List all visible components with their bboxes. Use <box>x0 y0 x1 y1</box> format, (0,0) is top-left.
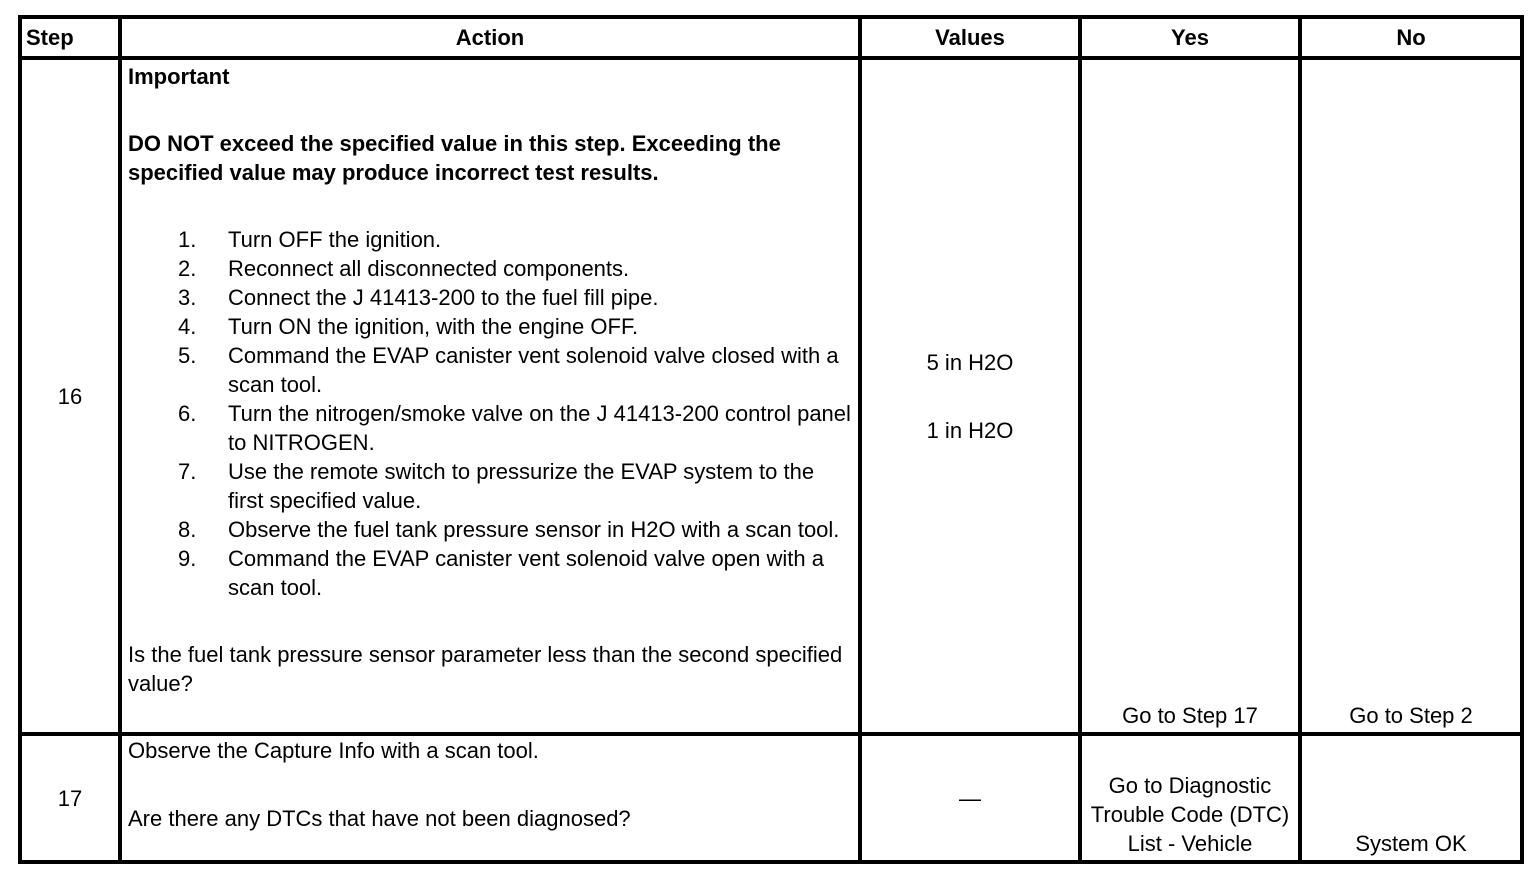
list-item-text: Connect the J 41413-200 to the fuel fill pipe. <box>228 285 659 310</box>
list-item-number: 9. <box>178 546 197 571</box>
list-item-number: 3. <box>178 285 197 310</box>
list-item <box>128 225 852 254</box>
yes-cell: Go to Step 17 <box>1080 58 1300 734</box>
no-cell: Go to Step 2 <box>1300 58 1522 734</box>
yes-cell: Go to Diagnostic Trouble Code (DTC) List - Vehicle <box>1080 734 1300 862</box>
header-row <box>20 17 1522 58</box>
step-question: Are there any DTCs that have not been diagnosed? <box>128 806 631 831</box>
header-step: Step <box>20 17 120 58</box>
list-item-text: Observe the fuel tank pressure sensor in H2O with a scan tool. <box>228 517 840 542</box>
procedure-list <box>128 225 852 602</box>
header-yes: Yes <box>1080 17 1300 58</box>
step-question: Is the fuel tank pressure sensor parameter less than the second specified value? <box>128 642 843 696</box>
value-first: 5 in H2O <box>926 349 1014 375</box>
list-item <box>128 515 852 544</box>
action-cell <box>120 58 860 734</box>
list-item-number: 6. <box>178 401 197 426</box>
action-instruction: Observe the Capture Info with a scan tool. <box>128 738 539 763</box>
list-item-number: 4. <box>178 314 197 339</box>
list-item-number: 1. <box>178 227 197 252</box>
step-number: 16 <box>20 58 120 734</box>
step-number: 17 <box>20 734 120 862</box>
important-note: DO NOT exceed the specified value in this step. Exceeding the specified value may produce incorrect test results. <box>128 131 781 185</box>
list-item-number: 8. <box>178 517 197 542</box>
list-item-text: Command the EVAP canister vent solenoid valve open with a scan tool. <box>228 546 824 600</box>
values-cell: — <box>860 734 1080 862</box>
list-item <box>128 283 852 312</box>
header-action: Action <box>120 17 860 58</box>
value-second: 1 in H2O <box>926 417 1014 443</box>
list-item-text: Use the remote switch to pressurize the EVAP system to the first specified value. <box>228 459 815 513</box>
list-item-number: 7. <box>178 459 197 484</box>
list-item-text: Command the EVAP canister vent solenoid valve closed with a scan tool. <box>228 343 839 397</box>
list-item-text: Turn ON the ignition, with the engine OFF. <box>228 314 639 339</box>
header-values: Values <box>860 17 1080 58</box>
list-item <box>128 544 852 602</box>
list-item-number: 5. <box>178 343 197 368</box>
list-item <box>128 254 852 283</box>
important-title: Important <box>128 64 230 89</box>
no-cell: System OK <box>1300 734 1522 862</box>
list-item <box>128 341 852 399</box>
table-row <box>20 58 1522 734</box>
list-item-number: 2. <box>178 256 197 281</box>
list-item <box>128 312 852 341</box>
list-item-text: Reconnect all disconnected components. <box>228 256 630 281</box>
list-item <box>128 457 852 515</box>
diagnostic-table <box>18 15 1524 864</box>
action-cell <box>120 734 860 862</box>
list-item-text: Turn the nitrogen/smoke valve on the J 41413-200 control panel to NITROGEN. <box>228 401 851 455</box>
values-cell <box>860 58 1080 734</box>
header-no: No <box>1300 17 1522 58</box>
list-item <box>128 399 852 457</box>
table-row <box>20 734 1522 862</box>
list-item-text: Turn OFF the ignition. <box>228 227 442 252</box>
